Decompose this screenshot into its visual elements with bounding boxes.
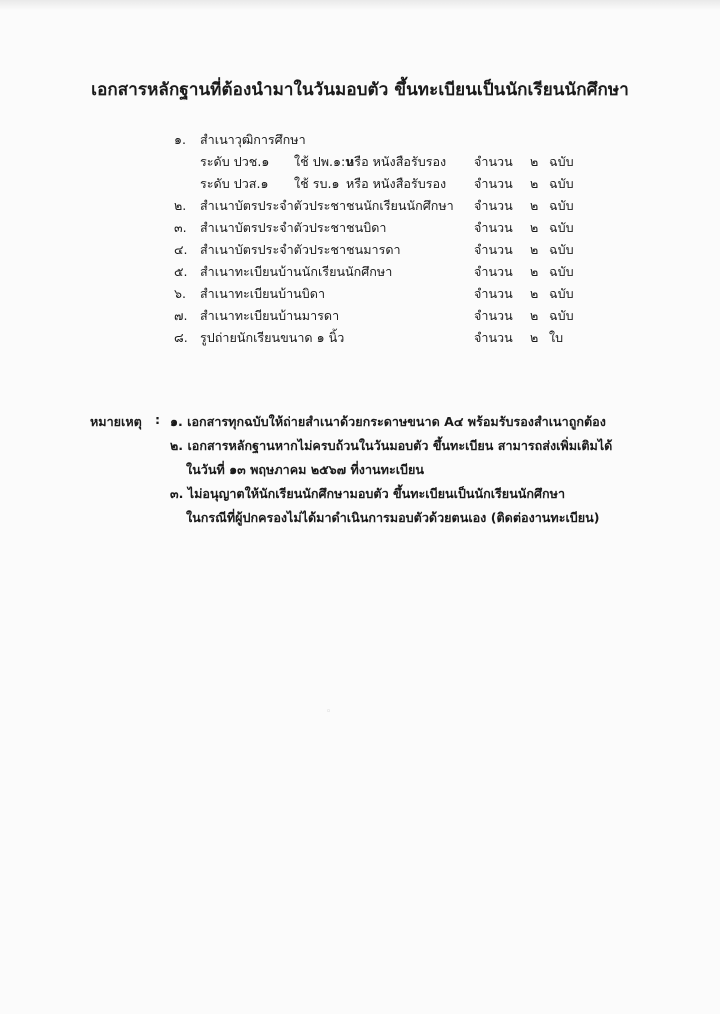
list-item xyxy=(170,193,590,215)
list-item xyxy=(170,281,590,303)
quantity-label: จำนวน xyxy=(474,220,513,235)
quantity-label: จำนวน xyxy=(474,330,513,345)
quantity-unit: ฉบับ xyxy=(549,176,574,191)
page-title: เอกสารหลักฐานที่ต้องนำมาในวันมอบตัว ขึ้นทะเบียนเป็นนักเรียนนักศึกษา xyxy=(91,80,629,100)
note-line: ในวันที่ ๑๓ พฤษภาคม ๒๕๖๗ ที่งานทะเบียน xyxy=(186,462,424,477)
quantity-value: ๒ xyxy=(530,308,539,323)
item-number: ๒. xyxy=(174,198,187,213)
item-text: สำเนาบัตรประจำตัวประชาชนบิดา xyxy=(200,220,387,235)
subitem-level: ระดับ ปวส.๑ xyxy=(200,176,269,191)
list-item xyxy=(170,215,590,237)
item-number: ๗. xyxy=(174,308,188,323)
subitem-use: ใช้ ปพ.๑:บ xyxy=(294,154,354,169)
quantity-value: ๒ xyxy=(530,176,539,191)
quantity-unit: ฉบับ xyxy=(549,220,574,235)
subitem-use: ใช้ รบ.๑ xyxy=(294,176,340,191)
quantity-label: จำนวน xyxy=(474,154,513,169)
note-line: ๒. เอกสารหลักฐานหากไม่ครบถ้วนในวันมอบตัว ขึ้นทะเบียน สามารถส่งเพิ่มเติมได้ xyxy=(170,438,613,453)
quantity-unit: ฉบับ xyxy=(549,308,574,323)
item-text: สำเนาบัตรประจำตัวประชาชนนักเรียนนักศึกษา xyxy=(200,198,454,213)
list-item xyxy=(170,303,590,325)
quantity-value: ๒ xyxy=(530,154,539,169)
quantity-unit: ฉบับ xyxy=(549,154,574,169)
quantity-value: ๒ xyxy=(530,264,539,279)
quantity-value: ๒ xyxy=(530,330,539,345)
item-number: ๔. xyxy=(174,242,188,257)
scan-speck: ◦ xyxy=(326,707,332,717)
note-line: ๑. เอกสารทุกฉบับให้ถ่ายสำเนาด้วยกระดาษขนาด A๔ พร้อมรับรองสำเนาถูกต้อง xyxy=(170,414,606,429)
subitem-or: หรือ หนังสือรับรอง xyxy=(346,154,447,169)
scan-shadow xyxy=(0,0,720,10)
quantity-value: ๒ xyxy=(530,220,539,235)
list-item xyxy=(170,259,590,281)
item-number: ๓. xyxy=(174,220,187,235)
quantity-label: จำนวน xyxy=(474,308,513,323)
quantity-label: จำนวน xyxy=(474,264,513,279)
item-text: สำเนาทะเบียนบ้านนักเรียนนักศึกษา xyxy=(200,264,393,279)
quantity-unit: ฉบับ xyxy=(549,264,574,279)
quantity-unit: ใบ xyxy=(549,330,564,345)
list-subitem xyxy=(170,171,590,193)
item-text: สำเนาวุฒิการศึกษา xyxy=(200,132,306,147)
quantity-label: จำนวน xyxy=(474,286,513,301)
item-text: สำเนาทะเบียนบ้านบิดา xyxy=(200,286,326,301)
quantity-value: ๒ xyxy=(530,242,539,257)
item-number: ๖. xyxy=(174,286,186,301)
subitem-or: หรือ หนังสือรับรอง xyxy=(346,176,447,191)
notes-label: หมายเหตุ xyxy=(90,414,142,429)
list-item xyxy=(170,237,590,259)
item-text: สำเนาบัตรประจำตัวประชาชนมารดา xyxy=(200,242,401,257)
notes-colon: : xyxy=(155,412,161,427)
quantity-unit: ฉบับ xyxy=(549,198,574,213)
quantity-label: จำนวน xyxy=(474,242,513,257)
note-line: ในกรณีที่ผู้ปกครองไม่ได้มาดำเนินการมอบตัวด้วยตนเอง (ติดต่องานทะเบียน) xyxy=(186,510,600,525)
document-list xyxy=(170,127,590,347)
quantity-value: ๒ xyxy=(530,198,539,213)
note-line: ๓. ไม่อนุญาตให้นักเรียนนักศึกษามอบตัว ขึ้นทะเบียนเป็นนักเรียนนักศึกษา xyxy=(170,486,566,501)
quantity-label: จำนวน xyxy=(474,176,513,191)
quantity-unit: ฉบับ xyxy=(549,286,574,301)
quantity-label: จำนวน xyxy=(474,198,513,213)
item-text: สำเนาทะเบียนบ้านมารดา xyxy=(200,308,340,323)
list-subitem xyxy=(170,149,590,171)
list-item xyxy=(170,127,590,149)
quantity-unit: ฉบับ xyxy=(549,242,574,257)
list-item xyxy=(170,325,590,347)
subitem-level: ระดับ ปวช.๑ xyxy=(200,154,270,169)
item-text: รูปถ่ายนักเรียนขนาด ๑ นิ้ว xyxy=(200,330,345,345)
item-number: ๕. xyxy=(174,264,188,279)
item-number: ๑. xyxy=(174,132,186,147)
quantity-value: ๒ xyxy=(530,286,539,301)
item-number: ๘. xyxy=(174,330,188,345)
